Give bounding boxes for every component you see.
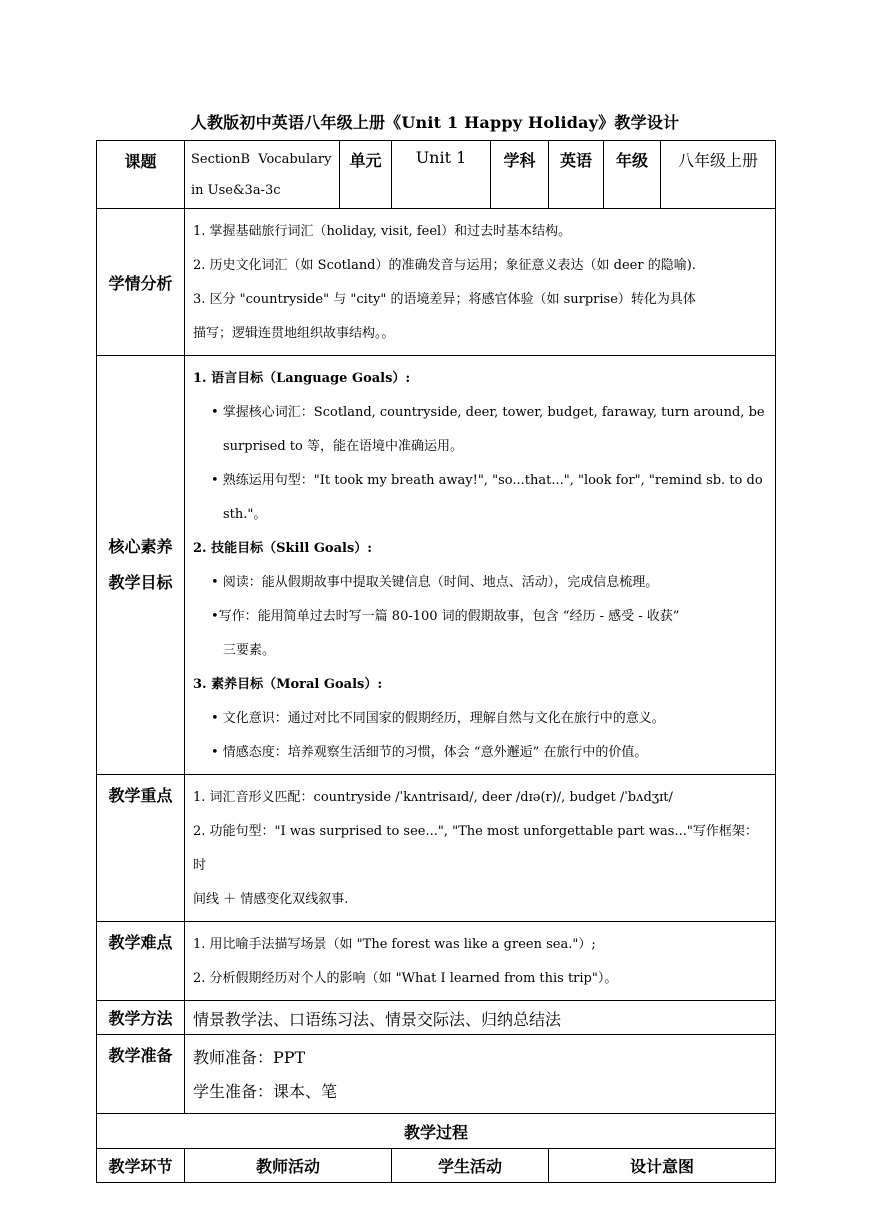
process-title: 教学过程 [97,1114,776,1149]
goals-label-line-1: 核心素养 [108,537,173,556]
difficulty-item: 2. 分析假期经历对个人的影响（如 "What I learned from this trip"）。 [193,971,618,986]
goal-line: • 情感态度：培养观察生活细节的习惯，体会 “意外邂逅” 在旅行中的价值。 [211,745,648,760]
lesson-plan-table [96,140,776,1183]
process-col-student: 学生活动 [392,1149,549,1183]
goal-heading: 3. 素养目标（Moral Goals）: [193,677,383,692]
unit-label: 单元 [340,141,392,209]
goals-content [185,356,776,775]
topic-label: 课题 [97,141,185,209]
analysis-item: 2. 历史文化词汇（如 Scotland）的准确发音与运用；象征意义表达（如 deer 的隐喻). [193,258,696,273]
goal-line: • 熟练运用句型："It took my breath away!", "so...that...", "look for", "remind sb. to do [211,473,763,488]
analysis-item: 3. 区分 "countryside" 与 "city" 的语境差异；将感官体验（如 surprise）转化为具体 [193,292,696,307]
process-col-stage: 教学环节 [97,1149,185,1183]
analysis-content [185,209,776,356]
key-point-item: 间线 ＋ 情感变化双线叙事. [193,892,349,907]
goal-line: • 阅读：能从假期故事中提取关键信息（时间、地点、活动），完成信息梳理。 [211,575,659,590]
difficulties-label: 教学难点 [97,922,185,1001]
analysis-item: 1. 掌握基础旅行词汇（holiday, visit, feel）和过去时基本结构。 [193,224,572,239]
preparation-row [97,1035,776,1114]
key-point-item: 1. 词汇音形义匹配：countryside /ˈkʌntrisaɪd/, deer /dɪə(r)/, budget /ˈbʌdʒɪt/ [193,790,673,805]
goal-line: • 文化意识：通过对比不同国家的假期经历，理解自然与文化在旅行中的意义。 [211,711,665,726]
process-title-row [97,1114,776,1149]
goal-line: •写作：能用简单过去时写一篇 80-100 词的假期故事，包含 “经历 - 感受 - 收获” [211,609,680,624]
process-col-intent: 设计意图 [549,1149,776,1183]
teacher-prep: 教师准备：PPT [193,1048,306,1067]
methods-row [97,1001,776,1035]
subject-label: 学科 [491,141,549,209]
goal-line: • 掌握核心词汇：Scotland, countryside, deer, tower, budget, faraway, turn around, be [211,405,765,420]
goal-line: 三要素。 [223,643,276,658]
student-prep: 学生准备：课本、笔 [193,1082,338,1101]
topic-line-2: in Use&3a-3c [191,183,281,198]
key-points-label: 教学重点 [97,775,185,922]
goals-label-line-2: 教学目标 [108,573,173,592]
goal-heading: 1. 语言目标（Language Goals）: [193,371,411,386]
key-point-item: 2. 功能句型："I was surprised to see...", "The most unforgettable part was..."写作框架：时 [193,824,758,873]
topic-value [185,141,340,209]
goal-line: sth."。 [223,507,267,522]
topic-line-1: SectionB Vocabulary [191,152,332,167]
header-row [97,141,776,209]
methods-label: 教学方法 [97,1001,185,1035]
process-col-teacher: 教师活动 [185,1149,392,1183]
preparation-content [185,1035,776,1114]
analysis-row [97,209,776,356]
grade-label: 年级 [604,141,661,209]
difficulties-content [185,922,776,1001]
goal-heading: 2. 技能目标（Skill Goals）: [193,541,373,556]
subject-value: 英语 [549,141,604,209]
difficulties-row [97,922,776,1001]
preparation-label: 教学准备 [97,1035,185,1114]
goals-row [97,356,776,775]
difficulty-item: 1. 用比喻手法描写场景（如 "The forest was like a green sea."）; [193,937,596,952]
analysis-label: 学情分析 [97,209,185,356]
key-points-row [97,775,776,922]
unit-value: Unit 1 [392,141,491,209]
goal-line: surprised to 等，能在语境中准确运用。 [223,439,463,454]
grade-value: 八年级上册 [661,141,776,209]
document-title: 人教版初中英语八年级上册《Unit 1 Happy Holiday》教学设计 [190,113,680,132]
analysis-item: 描写；逻辑连贯地组织故事结构。。 [193,326,395,341]
process-header-row [97,1149,776,1183]
methods-value: 情景教学法、口语练习法、情景交际法、归纳总结法 [185,1001,776,1035]
goals-label [97,356,185,775]
key-points-content [185,775,776,922]
